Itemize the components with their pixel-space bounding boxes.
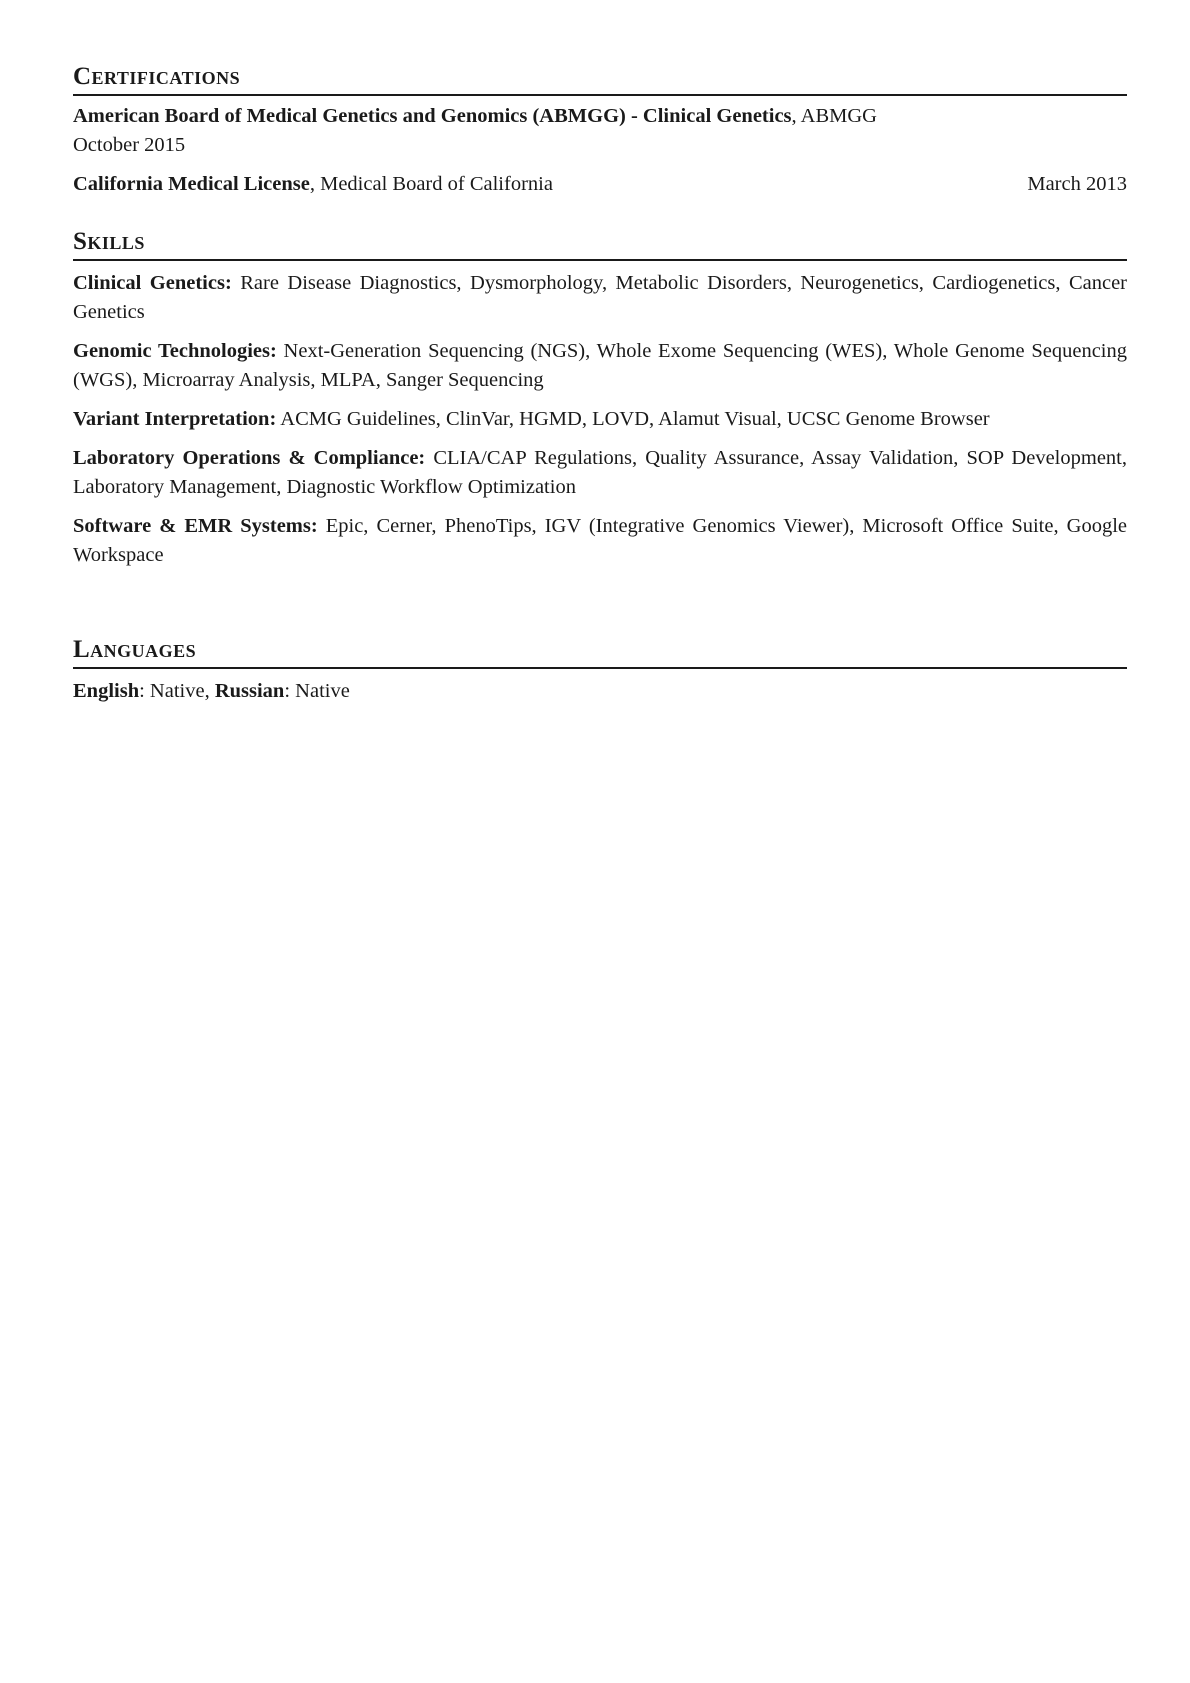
certifications-section (73, 62, 1127, 199)
skill-text: Next-Generation Sequencing (NGS), Whole Exome Sequencing (WES), Whole Genome Sequencing (WGS), Microarray Analysis, MLPA, Sanger Sequencing (73, 340, 1127, 391)
certification-item (73, 102, 1127, 160)
certification-title: American Board of Medical Genetics and Genomics (ABMGG) - Clinical Genetics (73, 105, 792, 127)
certification-date: March 2013 (1027, 173, 1127, 195)
skill-item (73, 405, 1127, 434)
language-level: : Native (284, 680, 350, 702)
certification-title: California Medical License (73, 173, 310, 195)
skill-item (73, 444, 1127, 502)
skill-text: Rare Disease Diagnostics, Dysmorphology, Metabolic Disorders, Neurogenetics, Cardiogenetics, Cancer Genetics (73, 272, 1127, 323)
certification-date: October 2015 (73, 134, 186, 156)
skill-text: CLIA/CAP Regulations, Quality Assurance, Assay Validation, SOP Development, Laboratory Management, Diagnostic Workflow Optimization (73, 447, 1127, 498)
skill-label: Laboratory Operations & Compliance: (73, 447, 426, 469)
certification-title-line (73, 102, 1127, 131)
skill-item (73, 269, 1127, 327)
certifications-heading: Certifications (73, 62, 1127, 96)
skill-label: Clinical Genetics: (73, 272, 232, 294)
skill-label: Genomic Technologies: (73, 340, 277, 362)
language-level: : Native, (139, 680, 215, 702)
skill-text: ACMG Guidelines, ClinVar, HGMD, LOVD, Alamut Visual, UCSC Genome Browser (276, 408, 990, 430)
certification-title-line (73, 170, 553, 199)
language-name: English (73, 680, 140, 702)
skill-item (73, 512, 1127, 570)
languages-section (73, 635, 1127, 706)
skills-section (73, 227, 1127, 570)
certification-item (73, 170, 1127, 199)
skill-text: Epic, Cerner, PhenoTips, IGV (Integrative Genomics Viewer), Microsoft Office Suite, Google Workspace (73, 515, 1127, 566)
languages-list (73, 677, 1127, 706)
language-name: Russian (214, 680, 285, 702)
languages-heading: Languages (73, 635, 1127, 669)
skill-label: Software & EMR Systems: (73, 515, 318, 537)
skill-label: Variant Interpretation: (73, 408, 277, 430)
skills-heading: Skills (73, 227, 1127, 261)
certification-issuer: , ABMGG (791, 105, 877, 127)
skill-item (73, 337, 1127, 395)
certification-issuer: , Medical Board of California (309, 173, 553, 195)
